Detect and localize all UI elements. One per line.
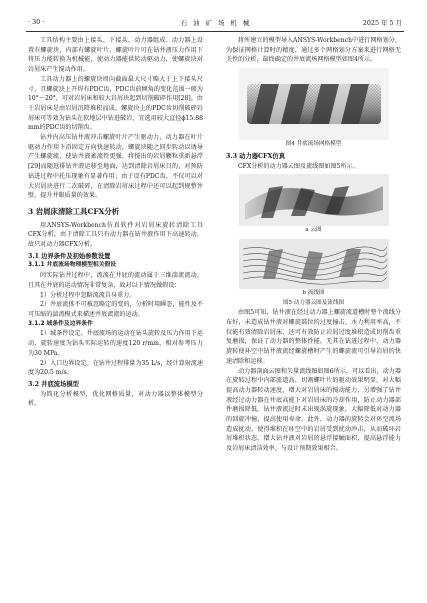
paragraph: 动力器剖面云图和矢量流线图如图6所示，可以看出，动力器在旋转过程中内部流道高，切割螺叶片的驱动效果明显，对大幅提高动力器转动速度，增大对岩屑床的搅动能力，另增强了钻井液经过动力器在井底高能下对岩屑床的冷却作用，防止动力器部件磨损降低。钻井液流过时未出现涡旋现象，大幅降低对动力器的回旋冲撞，提高使用寿命。此外，动力器的旋转会对环空流场造成扰动，使得堆积在环空中的岩屑受到扰动冲击，从而破坏岩屑堆积状态，增大钻井液对岩屑的悬浮接触面积，提高悬浮能力及岩屑床清洁效率，与设计预期效果相合。 (226, 367, 401, 453)
figure-4-caption: 图4 井底流场网格模型 (285, 141, 342, 148)
figure-5b-label: b 流线图 (302, 289, 325, 296)
figure-5a-label: a 云图 (305, 227, 322, 234)
contour-image (239, 174, 389, 226)
page-number: · 30 · (28, 18, 45, 26)
paragraph: 为简化分析模型，优化网格质量，对动力器以整体模型分析。 (28, 390, 203, 408)
paragraph: 工具结构主要由上接头、下接头、动力器组成。动力器上设置有螺旋块，内部有螺旋叶片，螺旋叶片可在钻井液压力作用下将压力能转换为机械能，使动力器能供转动驱动力，使螺旋块对岩屑床产生搅动作用。 (28, 37, 203, 74)
section-heading: 3 岩屑床清除工具CFX分析 (28, 206, 120, 216)
paragraph: 用ANSYS-Workbench仿真软件对岩屑床旋转清除工具CFX分析。由于清除工具只有动力器在钻井液作用下高速转动，故只对动力器CFX分析。 (28, 221, 203, 249)
figure-5b-streamline (239, 239, 389, 289)
subsection-heading: 3.2 井底流场模型 (28, 380, 79, 388)
list-item: 1）分析过程中忽略流流自身重力。 (40, 291, 136, 299)
issue-date: 2025 年 5 月 (362, 19, 402, 27)
figure-5-caption: 图5 动力器云图及流线图 (282, 299, 345, 306)
paragraph: 工具动力器上的螺旋块周向截面最大尺寸略大于上下接头尺寸，且螺旋块上开焊有PDC齿，PDC齿前倾角的变化范围一般为10°～20°，可对岩屑床和较大岩屑块起到切削破碎作用[28]。由于岩屑床是由岩屑沉降堆积而成，螺旋块上的PDC齿切削破碎岩屑床可等效为钻头在软地层中钻进破岩，宜选用较大直径ϕ15.88 mm的PDC齿的切削齿。 (28, 75, 203, 132)
list-item: 2）入口边界设定。在钻井过程排量为35 L/s，经计算射流速度为20.5 m/s。 (28, 359, 203, 377)
streamline-image (239, 239, 389, 289)
subsubsection-heading: 3.1.2 域条件及边界条件 (28, 320, 93, 327)
left-column (28, 36, 203, 409)
figure-4-mesh-model (239, 68, 389, 140)
mesh-model-image (239, 68, 389, 140)
paragraph: CFX分析的动力器云图及流线图如图5所示。 (238, 162, 359, 170)
subsection-heading: 3.3 动力器CFX仿真 (226, 152, 285, 160)
paragraph: 将所建立的模型导入ANSYS-Workbench中进行网格划分，为保证网格计算时的精度，通过多个网格划分方案来进行网格无关性的分析，最终确定的井底流场网格模型如图4所示。 (226, 37, 401, 64)
list-item: 2）井底流体不可被忽略定的变的，分析时用瞬态，能性及不可压缩的湍流模式来描述井底流流的运动。 (28, 301, 203, 318)
paragraph: 钻井内高压钻井液冲击螺旋叶片产生驱动力，动力器在叶片驱动力作用下沿固定方向快速转动，螺旋块随之同步转动以诱导产生螺旋流，使钻井液紊流性更强，将搅出的岩屑颗粒重新悬浮[29]而随返排钻井液运移至地面，达到清除岩屑床目的，对预防钻进过程中托压现象有显著作用；由于设有PDC齿，不仅可以对大岩屑块进行二次破碎，在清除岩屑床过程中还可以起到规整井壁，提升井眼质量的效果。 (28, 134, 203, 200)
subsubsection-heading: 3.1.1 井底流场物理模型相关假设 (28, 262, 117, 269)
paragraph: 因实际钻井过程中，流流在井底的流动属于三维湍流流动，且其在井底的运动情况非常复杂，故对以下情况做假设： (28, 272, 203, 289)
right-column (226, 36, 401, 454)
figure-5a-contour (239, 174, 389, 226)
journal-name: 石 油 矿 场 机 械 (180, 19, 252, 27)
page-header (26, 18, 406, 30)
paragraph: 由图5可知，钻井液在经过动力器上螺旋流道槽时整个流线分布好，未造成钻井液对螺旋部位的过度撞击，水力利用率高，不仅能有效清除岩屑床，还可有效防止岩屑过度堆积造成切削齿重复磨损，保证了动力器的整体性能。无其在钻进过程中，动力器旋转使环空中钻井液流经螺旋槽时产生的螺旋流可引导岩屑的快速清除和运移。 (226, 309, 401, 365)
header-rule (26, 31, 404, 32)
subsection-heading: 3.1 边界条件及初始参数设置 (28, 252, 111, 260)
list-item: 1）域条件设定。井底流场的运动在钻头旋转及压力作用下运动，旋转速度为钻头实际运转的速度120 r/min，相对参考压力为30 MPa。 (28, 330, 203, 357)
